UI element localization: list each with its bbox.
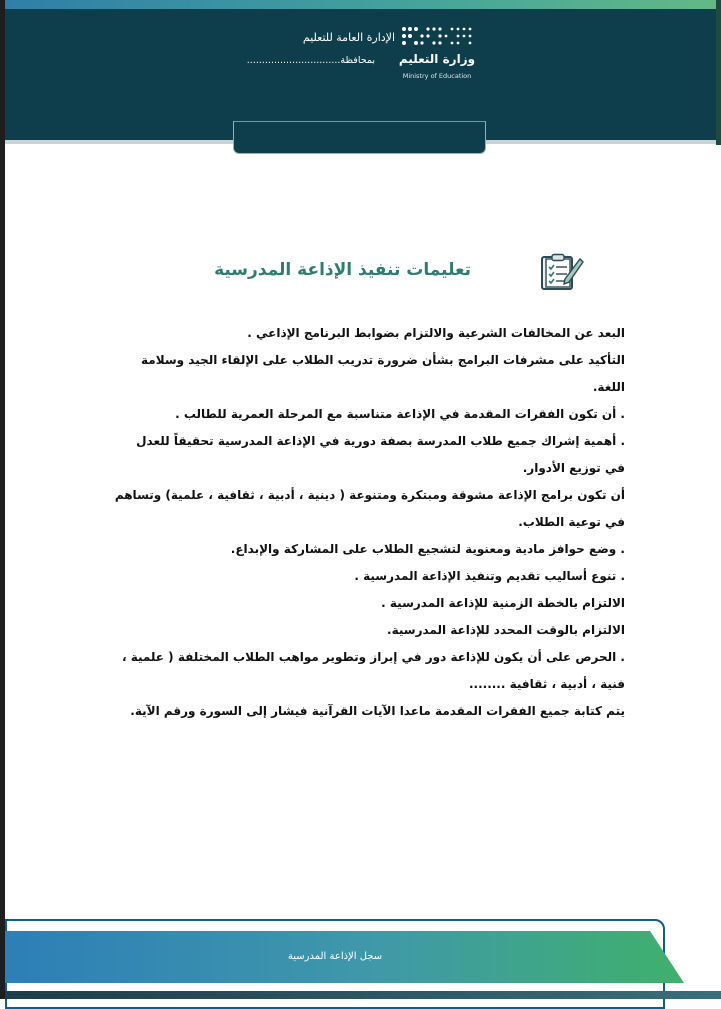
instruction-item: البعد عن المخالفات الشرعية والالتزام بضوابط البرنامج الإذاعي . [247, 326, 625, 340]
next-page-edge [5, 991, 721, 999]
ministry-logo [398, 25, 480, 85]
instruction-item: أن تكون برامج الإذاعة مشوقة ومبتكرة ومتنوعة ( دينية ، أدبية ، ثقافية ، علمية) وتساهم في توعية الطلاب. [114, 488, 625, 529]
ministry-name-english: Ministry of Education [402, 72, 472, 80]
checklist-icon [540, 253, 584, 293]
admin-governorate-field: بمحافظة............................... [246, 55, 375, 66]
header-right-strip [716, 0, 721, 145]
header-title-tab [233, 121, 486, 154]
instruction-item: الالتزام بالوقت المحدد للإذاعة المدرسية. [387, 623, 625, 637]
footer-label: سجل الإذاعة المدرسية [287, 951, 383, 962]
instruction-item: . أهمية إشراك جميع طلاب المدرسة بصفة دورية في الإذاعة المدرسية تحقيقاً للعدل في توزيع الأدوار. [136, 434, 625, 475]
top-accent-bar [5, 0, 721, 9]
ministry-logo-dots-icon [398, 25, 476, 51]
page-left-edge [0, 0, 5, 999]
instruction-item: . أن تكون الفقرات المقدمة في الإذاعة متناسبة مع المرحلة العمرية للطالب . [175, 407, 625, 421]
instruction-item: الالتزام بالخطة الزمنية للإذاعة المدرسية . [381, 596, 625, 610]
instruction-item: التأكيد على مشرفات البرامج بشأن ضرورة تدريب الطلاب على الإلقاء الجيد وسلامة اللغة. [141, 353, 625, 394]
ministry-name-arabic: وزارة التعليم [398, 52, 476, 66]
instruction-item: . وضع حوافز مادية ومعنوية لتشجيع الطلاب على المشاركة والإبداع. [230, 542, 625, 556]
instruction-item: . الحرص على أن يكون للإذاعة دور في إبراز وتطوير مواهب الطلاب المختلفة ( علمية ، فنية ، أدبية ، ثقافية ........ [121, 650, 625, 691]
instruction-item: يتم كتابة جميع الفقرات المقدمة ماعدا الآيات القرآنية فيشار إلى السورة ورقم الآية. [130, 704, 625, 718]
instruction-item: . تنوع أساليب تقديم وتنفيذ الإذاعة المدرسية . [354, 569, 625, 583]
document-heading: تعليمات تنفيذ الإذاعة المدرسية [214, 260, 471, 280]
admin-general-directorate: الإدارة العامة للتعليم [302, 31, 395, 44]
instructions-list [112, 320, 625, 725]
